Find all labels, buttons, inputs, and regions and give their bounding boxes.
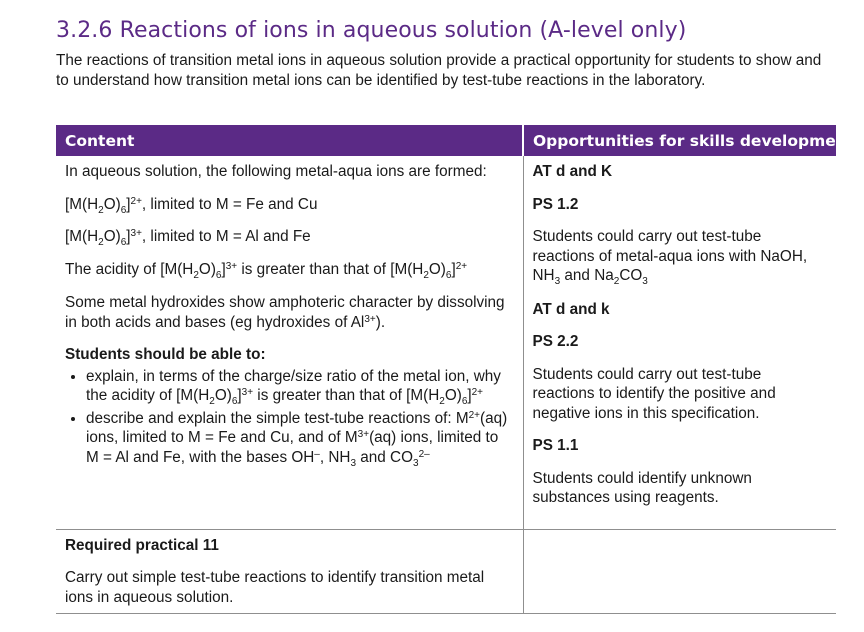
ion-2plus: $[M(H_2O)_6]^{2+}$, limited to M = Fe and Cu	[65, 195, 318, 216]
list-item: • explain, in terms of the charge/size ratio of the metal ion, why the acidity of $[M(H_2O)_6]^{3+}$ is greater than that of $[M(H_2O)_6]^{2+}$	[86, 367, 514, 406]
content-header: Content	[56, 125, 523, 156]
skill-code: AT d and k	[532, 300, 610, 318]
skill-code: PS 1.1	[532, 437, 579, 454]
table-header-row	[56, 125, 836, 156]
acidity-statement: The acidity of $[M(H_2O)_6]^{3+}$ is greater than that of $[M(H_2O)_6]^{2+}$	[65, 260, 468, 281]
skill-code: PS 1.2	[532, 195, 579, 213]
skills-cell	[523, 156, 836, 529]
skill-code: PS 2.2	[532, 333, 579, 350]
skill-code: AT d and K	[532, 163, 613, 180]
ion-3plus: $[M(H_2O)_6]^{3+}$, limited to M = Al and Fe	[65, 228, 311, 248]
section-title: 3.2.6 Reactions of ions in aqueous solution (A-level only)	[56, 18, 687, 43]
skill-description: Students could carry out test-tube reactions to identify the positive and negative ions in this specification.	[532, 365, 776, 422]
table-row	[56, 529, 836, 614]
practical-heading: Required practical 11	[65, 536, 219, 554]
skills-header: Opportunities for skills development	[523, 125, 836, 156]
practical-text: Carry out simple test-tube reactions to identify transition metal ions in aqueous solution.	[65, 569, 485, 606]
spec-table	[56, 125, 855, 614]
able-to-list	[65, 367, 514, 468]
content-cell	[56, 156, 523, 529]
practical-cell	[56, 529, 523, 614]
amphoteric-statement: Some metal hydroxides show amphoteric character by dissolving in both acids and bases (eg hydroxides of $Al^{3+}$).	[65, 294, 505, 331]
list-item: • describe and explain the simple test-tube reactions of: $M^{2+}(aq)$ ions, limited to M = Fe and Cu, and of $M^{3+}(aq)$ ions, limited to M = Al and Fe, with the bases OH–, $NH_3$ and $CO_3^{2-}$	[86, 409, 514, 468]
intro-paragraph: The reactions of transition metal ions in aqueous solution provide a practical opportunity for students to show and to understand how transition metal ions can be identified by test-tube reactions in the laboratory.	[56, 52, 822, 89]
aqua-ions-intro: In aqueous solution, the following metal-aqua ions are formed:	[65, 163, 487, 180]
skill-description: Students could carry out test-tube reactions of metal-aqua ions with NaOH, $NH_3$ and $Na_2CO_3$	[532, 228, 808, 287]
table-row	[56, 156, 836, 529]
skill-description: Students could identify unknown substances using reagents.	[532, 469, 752, 506]
able-to-heading: Students should be able to:	[65, 346, 266, 363]
practical-skills-cell	[523, 529, 836, 614]
